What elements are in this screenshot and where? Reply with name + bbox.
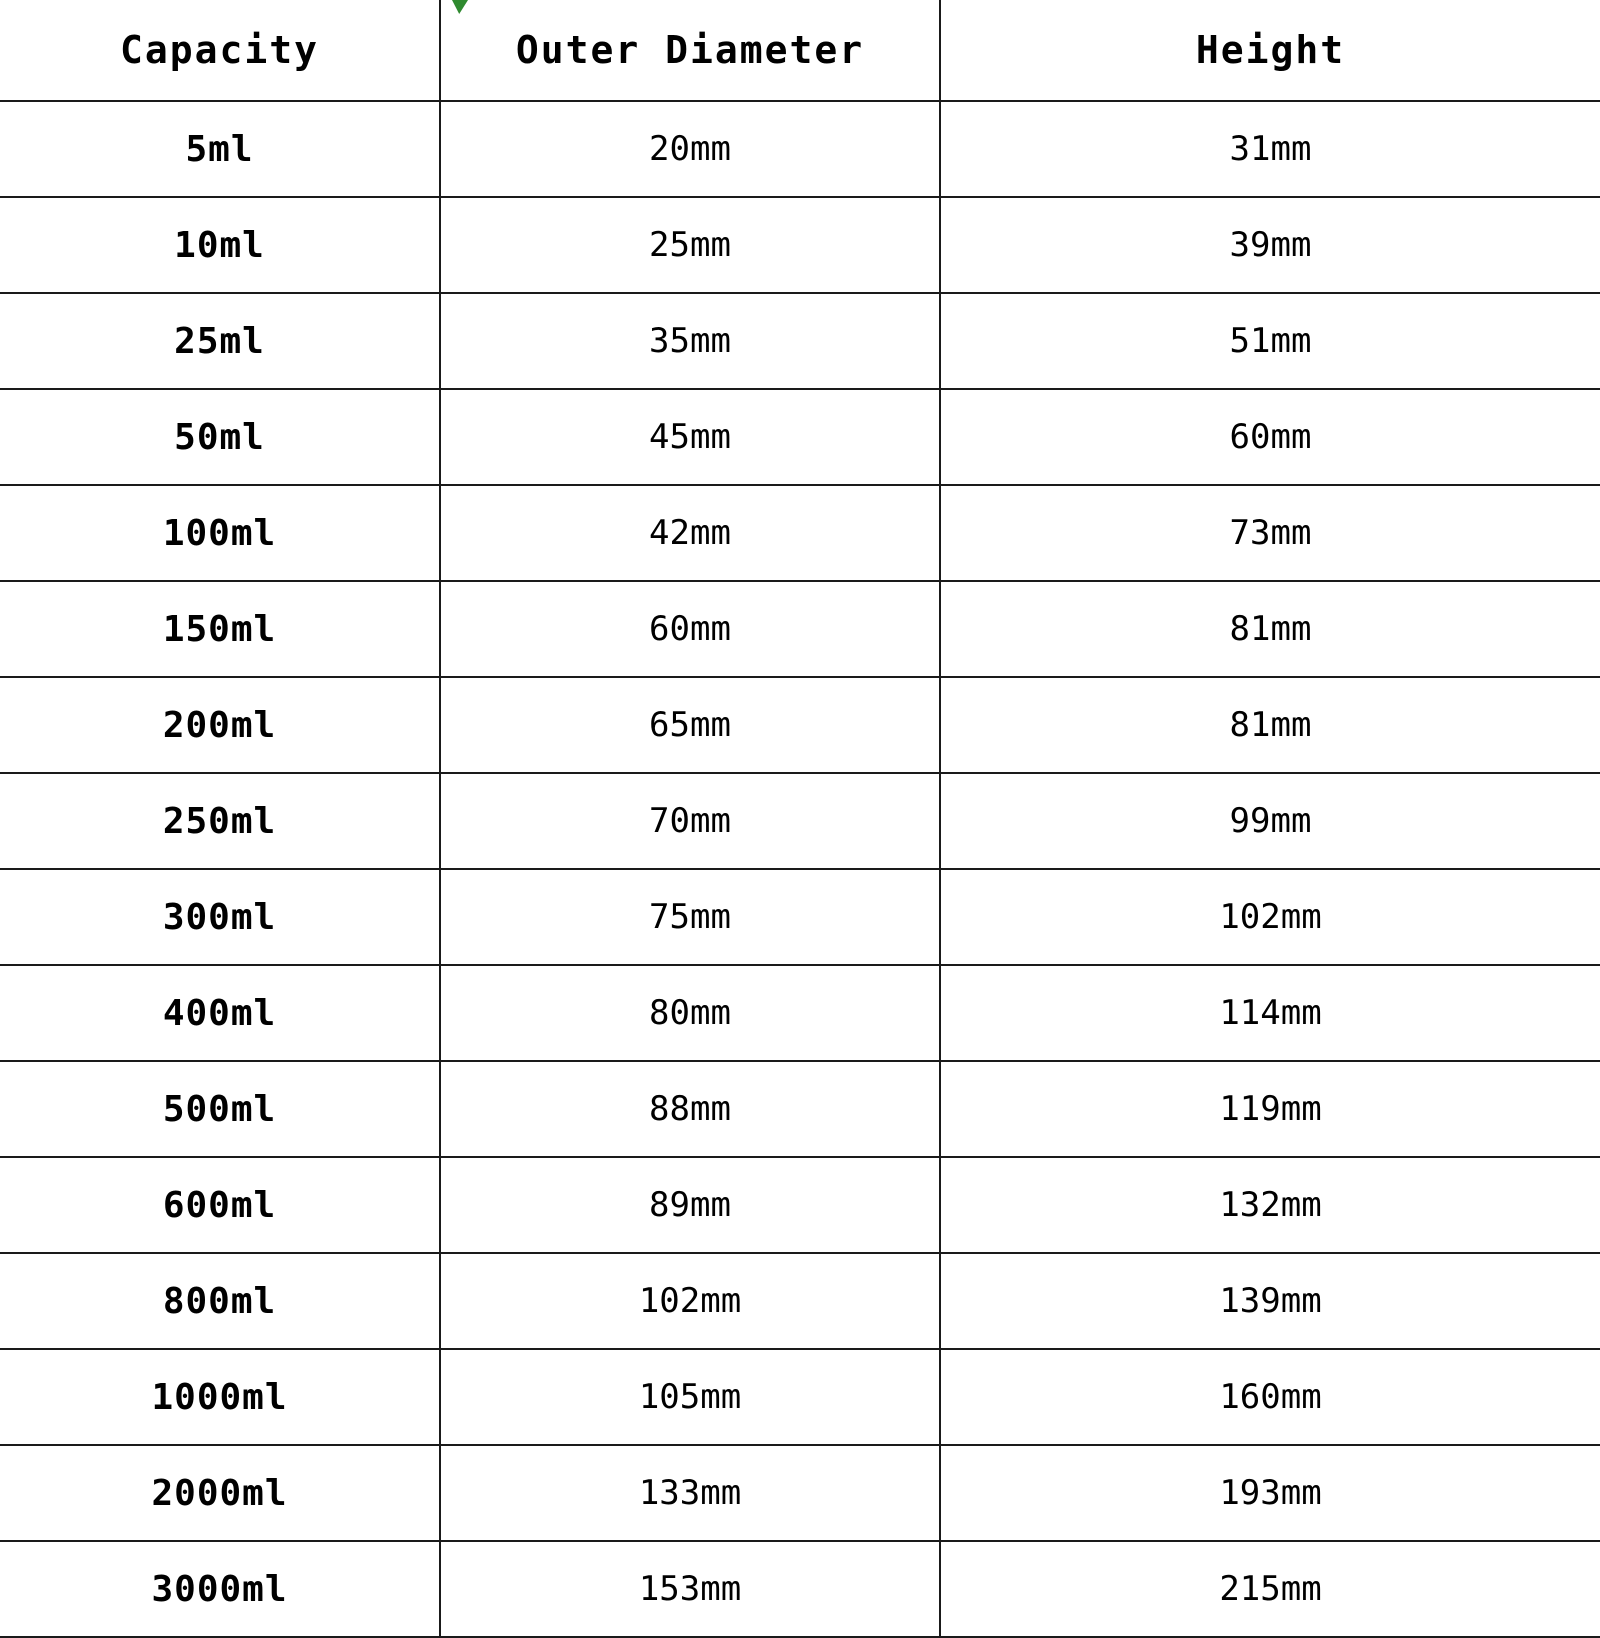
table-row xyxy=(0,389,1600,485)
column-header-height: Height xyxy=(940,0,1600,101)
table-row xyxy=(0,677,1600,773)
cell-capacity: 800ml xyxy=(0,1253,440,1349)
cell-outer-diameter: 45mm xyxy=(440,389,940,485)
header-row xyxy=(0,0,1600,101)
cell-height: 60mm xyxy=(940,389,1600,485)
cell-capacity: 100ml xyxy=(0,485,440,581)
cell-height: 114mm xyxy=(940,965,1600,1061)
cell-capacity: 10ml xyxy=(0,197,440,293)
table-row xyxy=(0,1157,1600,1253)
column-header-capacity: Capacity xyxy=(0,0,440,101)
cell-capacity: 2000ml xyxy=(0,1445,440,1541)
cell-outer-diameter: 60mm xyxy=(440,581,940,677)
cell-outer-diameter: 75mm xyxy=(440,869,940,965)
cell-outer-diameter: 102mm xyxy=(440,1253,940,1349)
table-row xyxy=(0,773,1600,869)
cell-outer-diameter: 88mm xyxy=(440,1061,940,1157)
cell-capacity: 25ml xyxy=(0,293,440,389)
cell-capacity: 50ml xyxy=(0,389,440,485)
cell-height: 132mm xyxy=(940,1157,1600,1253)
cell-capacity: 5ml xyxy=(0,101,440,197)
table-row xyxy=(0,485,1600,581)
cell-capacity: 1000ml xyxy=(0,1349,440,1445)
cell-outer-diameter: 133mm xyxy=(440,1445,940,1541)
cell-outer-diameter: 25mm xyxy=(440,197,940,293)
cell-capacity: 150ml xyxy=(0,581,440,677)
table-row xyxy=(0,1445,1600,1541)
table-row xyxy=(0,1541,1600,1637)
cell-outer-diameter: 89mm xyxy=(440,1157,940,1253)
cell-outer-diameter: 153mm xyxy=(440,1541,940,1637)
table-row xyxy=(0,293,1600,389)
cell-capacity: 400ml xyxy=(0,965,440,1061)
cell-height: 81mm xyxy=(940,581,1600,677)
cell-height: 215mm xyxy=(940,1541,1600,1637)
cell-height: 99mm xyxy=(940,773,1600,869)
table-row xyxy=(0,581,1600,677)
cell-height: 31mm xyxy=(940,101,1600,197)
cell-capacity: 300ml xyxy=(0,869,440,965)
cell-capacity: 200ml xyxy=(0,677,440,773)
cell-capacity: 3000ml xyxy=(0,1541,440,1637)
cell-height: 39mm xyxy=(940,197,1600,293)
table-row xyxy=(0,1061,1600,1157)
cell-outer-diameter: 42mm xyxy=(440,485,940,581)
table-body xyxy=(0,101,1600,1637)
cell-height: 119mm xyxy=(940,1061,1600,1157)
cell-outer-diameter: 35mm xyxy=(440,293,940,389)
cell-capacity: 250ml xyxy=(0,773,440,869)
cell-height: 193mm xyxy=(940,1445,1600,1541)
cell-outer-diameter: 20mm xyxy=(440,101,940,197)
table-row xyxy=(0,965,1600,1061)
cell-height: 81mm xyxy=(940,677,1600,773)
table-row xyxy=(0,1253,1600,1349)
table-row xyxy=(0,1349,1600,1445)
table-row xyxy=(0,101,1600,197)
cell-height: 73mm xyxy=(940,485,1600,581)
cell-height: 51mm xyxy=(940,293,1600,389)
cell-capacity: 500ml xyxy=(0,1061,440,1157)
cell-outer-diameter: 105mm xyxy=(440,1349,940,1445)
cell-outer-diameter: 70mm xyxy=(440,773,940,869)
cell-height: 160mm xyxy=(940,1349,1600,1445)
cell-height: 139mm xyxy=(940,1253,1600,1349)
column-header-outer-diameter: Outer Diameter xyxy=(440,0,940,101)
table-row xyxy=(0,197,1600,293)
table-row xyxy=(0,869,1600,965)
cell-outer-diameter: 80mm xyxy=(440,965,940,1061)
cell-outer-diameter: 65mm xyxy=(440,677,940,773)
cell-capacity: 600ml xyxy=(0,1157,440,1253)
table-header xyxy=(0,0,1600,101)
cell-height: 102mm xyxy=(940,869,1600,965)
